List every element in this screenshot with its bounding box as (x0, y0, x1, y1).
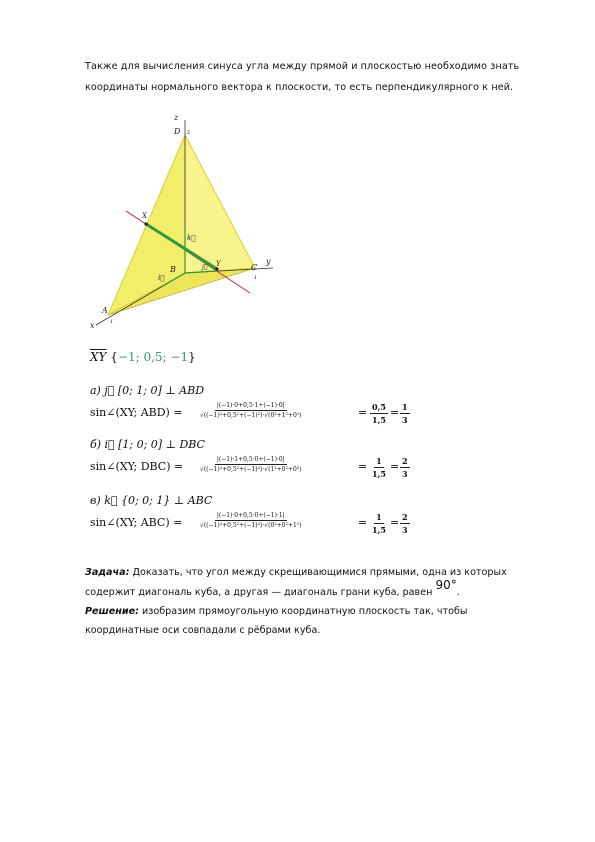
case-b-r2-den: 3 (402, 469, 408, 479)
case-a-r1-den: 1,5 (372, 415, 386, 425)
label-j: j⃗ (202, 264, 208, 271)
label-y-axis: y (266, 257, 271, 266)
case-a-numerator: |(−1)·0+0,5·1+(−1)·0| (216, 402, 285, 409)
case-c-main-fraction (200, 512, 302, 529)
case-a-fraction-2 (400, 402, 410, 425)
degree-value: 90° (435, 578, 457, 592)
case-b-equals: = (358, 460, 368, 473)
vector-open-brace: { (110, 350, 118, 364)
task-paragraph (85, 563, 555, 640)
label-z-top: z (174, 113, 179, 122)
solution-line-1 (85, 602, 555, 621)
label-one-x: 1 (110, 319, 114, 325)
case-c-r1-den: 1,5 (372, 525, 386, 535)
case-a-lhs: sin∠(XY; ABD) = (90, 406, 183, 419)
case-c-r2-num: 2 (402, 512, 408, 522)
case-c-denominator: √((−1)²+0,5²+(−1)²)·√(0²+0²+1²) (200, 522, 302, 529)
case-c-fraction-1 (372, 512, 386, 535)
point-x (144, 222, 147, 225)
label-c: C (251, 263, 258, 272)
task-line-1 (85, 563, 555, 582)
label-x-axis: x (90, 321, 95, 330)
case-a-equals: = (358, 406, 368, 419)
label-one-y: 1 (254, 275, 258, 281)
task-label: Задача: (85, 567, 130, 578)
case-c-lhs: sin∠(XY; ABC) = (90, 516, 183, 529)
intro-paragraph (85, 56, 555, 98)
label-a: A (102, 306, 108, 315)
task-line-2 (85, 578, 555, 602)
task-text-2-end: . (456, 587, 460, 598)
case-c-header: в) k⃗ {0; 0; 1} ⊥ ABC (90, 494, 213, 507)
case-c-r2-den: 3 (402, 525, 408, 535)
tetrahedron-figure (88, 108, 288, 333)
label-z-small: z (187, 129, 191, 136)
label-b: B (170, 265, 176, 274)
case-b-lhs: sin∠(XY; DBC) = (90, 460, 184, 473)
solution-text-1: изобразим прямоугольную координатную плоскость так, чтобы (138, 606, 468, 617)
case-b-main-fraction (200, 456, 302, 473)
label-d: D (174, 127, 181, 136)
vector-xy-values: −1; 0,5; −1 (117, 350, 189, 364)
case-a-r2-num: 1 (402, 402, 408, 412)
case-b-r2-num: 2 (402, 456, 408, 466)
case-c-r1-num: 1 (376, 512, 382, 522)
case-b-fraction-1 (372, 456, 386, 479)
label-i: i⃗ (158, 274, 165, 282)
vector-xy-label: $\overline{XY}$ (90, 350, 107, 364)
case-b-header: б) i⃗ [1; 0; 0] ⊥ DBC (90, 438, 205, 451)
case-a-header: а) j⃗ [0; 1; 0] ⊥ ABD (90, 384, 205, 397)
case-c-numerator: |(−1)·0+0,5·0+(−1)·1| (216, 512, 285, 519)
intro-line-1: Также для вычисления синуса угла между прямой и плоскостью необходимо знать (85, 61, 520, 72)
vector-xy-row (90, 350, 196, 364)
task-text-2: содержит диагональ куба, а другая — диагональ грани куба, равен (85, 587, 436, 598)
case-b-fraction-2 (400, 456, 410, 479)
label-y-point: Y (216, 260, 221, 268)
label-x-point: X (142, 212, 147, 220)
case-a-r2-den: 3 (402, 415, 408, 425)
case-b-r1-den: 1,5 (372, 469, 386, 479)
task-text-1: Доказать, что угол между скрещивающимися прямыми, одна из которых (129, 567, 507, 578)
case-b-r1-num: 1 (376, 456, 382, 466)
face-dbc (185, 135, 258, 273)
solution-label: Решение: (85, 606, 139, 617)
math-block (90, 346, 420, 546)
intro-line-2: координаты нормального вектора к плоскости, то есть перпендикулярного к ней. (85, 82, 514, 93)
case-a-equals-2: = (390, 406, 400, 419)
case-a-fraction-1 (370, 402, 388, 425)
solution-line-2: координатные оси совпадали с рёбрами куба. (85, 625, 321, 636)
case-a-r1-num: 0,5 (372, 402, 386, 412)
case-b-equals-2: = (390, 460, 400, 473)
case-c-fraction-2 (400, 512, 410, 535)
case-a-main-fraction (200, 402, 302, 419)
vector-close-brace: } (188, 350, 196, 364)
case-b-denominator: √((−1)²+0,5²+(−1)²)·√(1²+0²+0²) (200, 466, 302, 473)
case-c-equals: = (358, 516, 368, 529)
case-b-numerator: |(−1)·1+0,5·0+(−1)·0| (216, 456, 285, 463)
case-c-equals-2: = (390, 516, 400, 529)
label-k: k⃗ (187, 234, 196, 242)
case-a-denominator: √((−1)²+0,5²+(−1)²)·√(0²+1²+0²) (200, 412, 302, 419)
